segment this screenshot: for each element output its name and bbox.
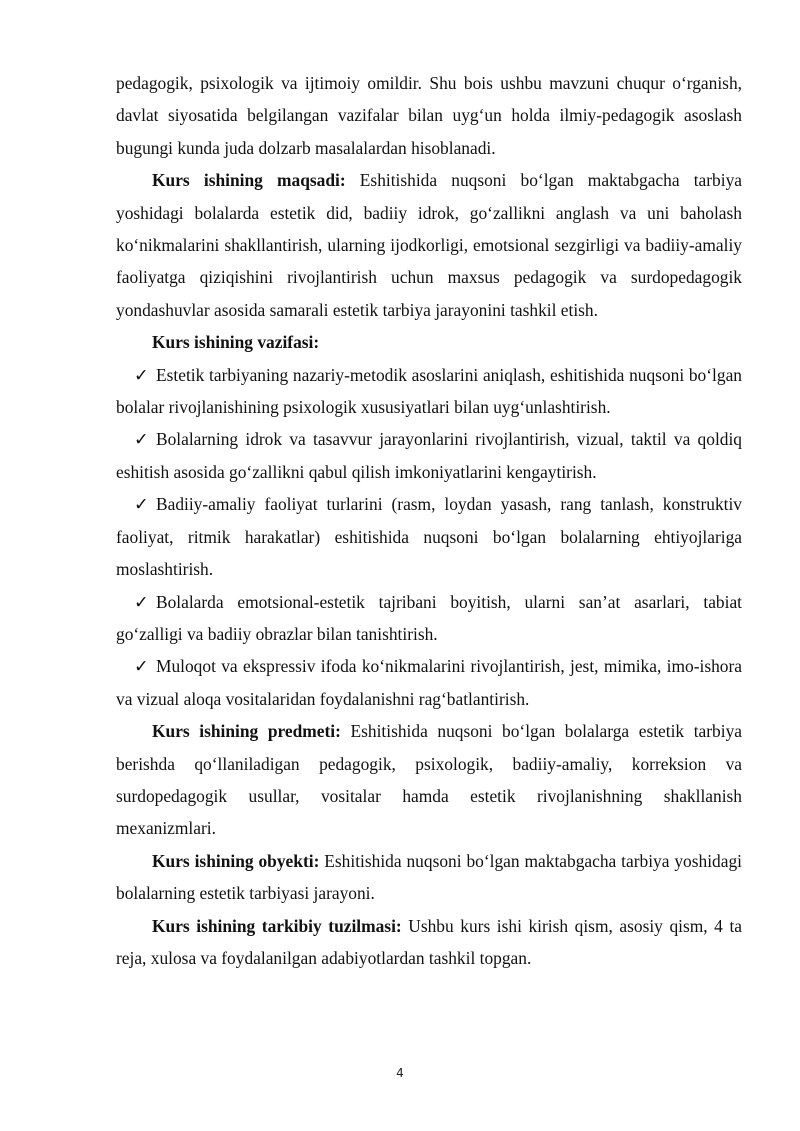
tasks-label: Kurs ishining vazifasi:: [152, 332, 320, 353]
task-text: Bolalarda emotsional-estetik tajribani boyitish, ularni san’at asarlari, tabiat go‘zalligi va badiiy obrazlar bilan tanishtirish.: [116, 591, 742, 644]
task-item: [116, 423, 742, 488]
tasks-heading: [116, 326, 742, 358]
checkmark-icon: ✓: [134, 591, 149, 612]
structure-text: Ushbu kurs ishi kirish qism, asosiy qism, 4 ta reja, xulosa va foydalanilgan adabiyotlardan tashkil topgan.: [116, 915, 742, 968]
goal-label: Kurs ishining maqsadi:: [152, 170, 346, 191]
task-text: Estetik tarbiyaning nazariy-metodik asoslarini aniqlash, eshitishida nuqsoni bo‘lgan bolalar rivojlanishining psixologik xususiyatlari bilan uyg‘unlashtirish.: [116, 364, 742, 418]
subject-paragraph: [116, 715, 742, 845]
checkmark-icon: ✓: [134, 429, 149, 450]
object-label: Kurs ishining obyekti:: [152, 850, 320, 871]
structure-label: Kurs ishining tarkibiy tuzilmasi:: [152, 915, 402, 936]
structure-paragraph: [116, 910, 742, 975]
goal-paragraph: [116, 164, 742, 326]
task-text: Bolalarning idrok va tasavvur jarayonlarini rivojlantirish, vizual, taktil va qoldiq eshitish asosida go‘zallikni qabul qilish imkoniyatlarini kengaytirish.: [116, 429, 742, 482]
goal-text: Eshitishida nuqsoni bo‘lgan maktabgacha tarbiya yoshidagi bolalarda estetik did, badiiy idrok, go‘zallikni anglash va uni baholash ko‘nikmalarini shakllantirish, ularning ijodkorligi, emotsional sezgirligi va badiiy-amaliy faoliyatga qiziqishini rivojlantirish uchun maxsus pedagogik va surdopedagogik yondashuvlar asosida samarali estetik tarbiya jarayonini tashkil etish.: [116, 170, 742, 320]
object-paragraph: [116, 845, 742, 910]
page-number: 4: [396, 1066, 404, 1080]
task-text: Muloqot va ekspressiv ifoda ko‘nikmalarini rivojlantirish, jest, mimika, imo-ishora va vizual aloqa vositalaridan foydalanishni rag‘batlantirish.: [116, 656, 742, 709]
object-text: Eshitishida nuqsoni bo‘lgan maktabgacha tarbiya yoshidagi bolalarning estetik tarbiyasi jarayoni.: [116, 850, 742, 904]
checkmark-icon: ✓: [134, 656, 149, 677]
task-text: Badiiy-amaliy faoliyat turlarini (rasm, loydan yasash, rang tanlash, konstruktiv faoliyat, ritmik harakatlar) eshitishida nuqsoni bo‘lgan bolalarning ehtiyojlariga moslashtirish.: [116, 494, 742, 580]
subject-label: Kurs ishining predmeti:: [152, 721, 341, 742]
task-item: [116, 586, 742, 651]
subject-text: Eshitishida nuqsoni bo‘lgan bolalarga estetik tarbiya berishda qo‘llaniladigan pedagogik, psixologik, badiiy-amaliy, korreksion va surdopedagogik usullar, vositalar hamda estetik rivojlanishning shakllanish mexanizmlari.: [116, 721, 742, 839]
checkmark-icon: ✓: [134, 364, 149, 385]
checkmark-icon: ✓: [134, 494, 149, 515]
task-item: [116, 650, 742, 715]
task-item: [116, 488, 742, 585]
task-item: [116, 359, 742, 424]
intro-paragraph: pedagogik, psixologik va ijtimoiy omildir. Shu bois ushbu mavzuni chuqur o‘rganish, davlat siyosatida belgilangan vazifalar bilan uyg‘un holda ilmiy-pedagogik asoslash bugungi kunda juda dolzarb masalalardan hisoblanadi.: [116, 73, 742, 158]
